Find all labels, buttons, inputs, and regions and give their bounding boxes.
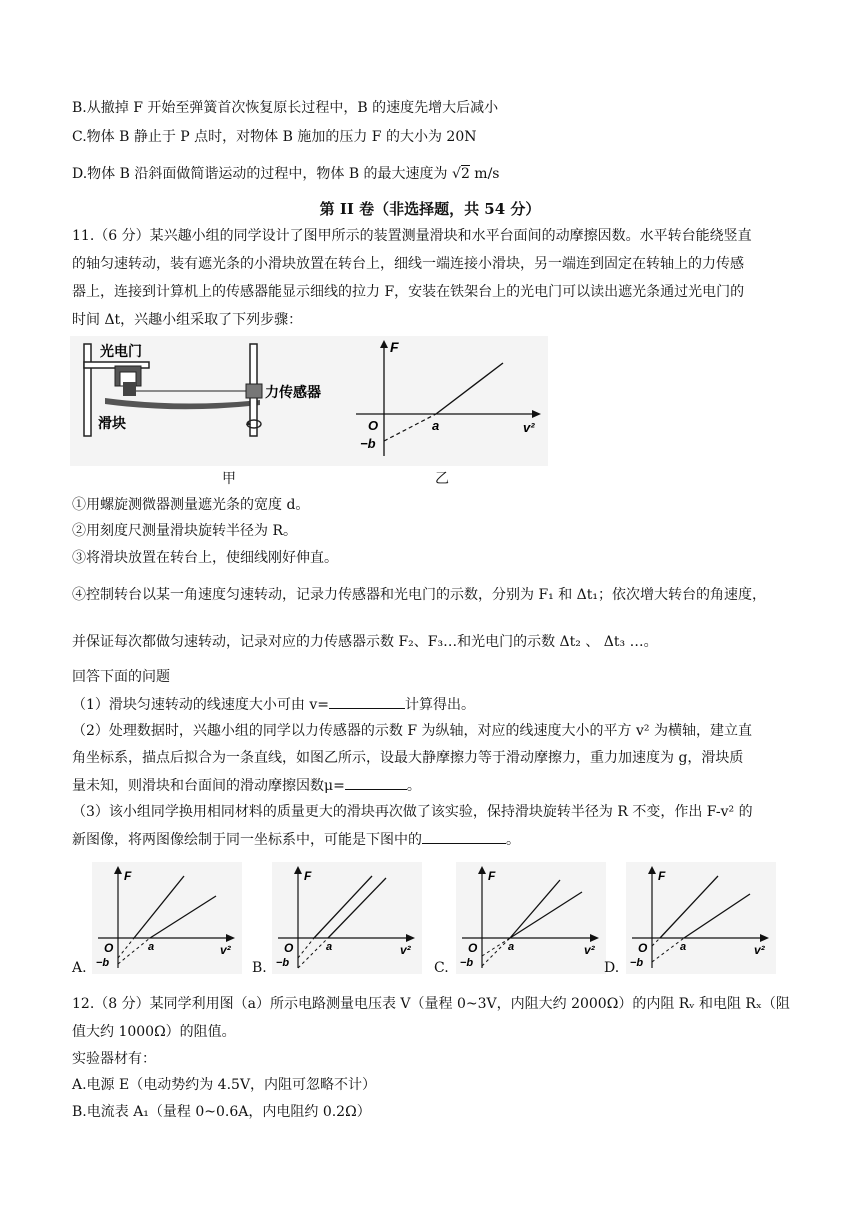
svg-text:O: O — [104, 941, 114, 955]
svg-text:−b: −b — [630, 957, 644, 969]
choice-label-c[interactable]: C. — [434, 960, 449, 976]
svg-text:a: a — [326, 941, 333, 953]
figure-graph — [348, 336, 548, 466]
step-4-cont: 并保证每次都做匀速转动，记录对应的力传感器示数 F₂、F₃…和光电门的示数 Δt₂ 、 Δt₃ …。 — [72, 634, 658, 650]
sub-question-3b — [72, 829, 520, 850]
choice-label-b[interactable]: B. — [252, 960, 267, 976]
sqrt-symbol: √2 — [452, 166, 470, 182]
sub-question-2c — [72, 775, 421, 796]
svg-text:F: F — [304, 869, 312, 883]
step-1: ①用螺旋测微器测量遮光条的宽度 d。 — [72, 497, 310, 513]
svg-text:v²: v² — [754, 943, 765, 957]
sub-question-2b: 角坐标系，描点后拟合为一条直线，如图乙所示，设最大静摩擦力等于滑动摩擦力，重力加速度为 g，滑块质 — [72, 750, 744, 766]
caption-apparatus: 甲 — [222, 471, 236, 487]
sub-question-3a: （3）该小组同学换用相同材料的质量更大的滑块再次做了该实验，保持滑块旋转半径为 R 不变，作出 F-v² 的 — [72, 804, 753, 820]
choice-graph-d — [626, 862, 776, 974]
stand-pole — [84, 344, 91, 436]
option-c: C.物体 B 静止于 P 点时，对物体 B 施加的压力 F 的大小为 20N — [72, 129, 477, 145]
svg-text:v²: v² — [584, 943, 595, 957]
answer-intro: 回答下面的问题 — [72, 669, 170, 685]
graph-label-a: a — [432, 418, 440, 433]
option-d-text: D.物体 B 沿斜面做简谐运动的过程中，物体 B 的最大速度为 — [72, 166, 448, 182]
q12-materials-title: 实验器材有： — [72, 1051, 156, 1067]
choice-graph-b — [272, 862, 422, 974]
answer-blank-3[interactable] — [422, 829, 506, 844]
sub2-post: 。 — [406, 778, 421, 794]
svg-text:O: O — [638, 941, 648, 955]
answer-blank-1[interactable] — [329, 694, 405, 709]
sub3-post: 。 — [506, 832, 520, 848]
svg-text:v²: v² — [220, 943, 231, 957]
step-3: ③将滑块放置在转台上，使细线刚好伸直。 — [72, 550, 338, 566]
q11-stem-4: 时间 Δt，兴趣小组采取了下列步骤： — [72, 312, 303, 328]
label-photogate: 光电门 — [100, 343, 142, 359]
q12-item-b: B.电流表 A₁（量程 0~0.6A，内电阻约 0.2Ω） — [72, 1104, 371, 1120]
label-force-sensor: 力传感器 — [265, 384, 321, 400]
sqrt-value: 2 — [460, 166, 470, 182]
figure-apparatus — [70, 336, 350, 466]
figure-graph-bg — [348, 336, 548, 466]
svg-text:−b: −b — [96, 957, 110, 969]
option-d-unit: m/s — [469, 166, 500, 182]
section-title: 第 II 卷（非选择题，共 54 分） — [319, 200, 541, 218]
option-b: B.从撤掉 F 开始至弹簧首次恢复原长过程中，B 的速度先增大后减小 — [72, 100, 499, 116]
q11-stem-3: 器上，连接到计算机上的传感器能显示细线的拉力 F，安装在铁架台上的光电门可以读出遮光条通过光电门的 — [72, 284, 745, 300]
sub1-text: （1）滑块匀速转动的线速度大小可由 v= — [72, 697, 329, 713]
svg-text:F: F — [488, 869, 496, 883]
choice-graph-a — [92, 862, 242, 974]
slider-block — [123, 382, 136, 396]
svg-text:−b: −b — [276, 957, 290, 969]
sub3-text: 新图像，将两图像绘制于同一坐标系中，可能是下图中的 — [72, 832, 422, 848]
svg-text:a: a — [148, 941, 155, 953]
graph-label-v2: v² — [523, 420, 535, 435]
svg-text:a: a — [680, 941, 687, 953]
q11-stem-1: 11.（6 分）某兴趣小组的同学设计了图甲所示的装置测量滑块和水平台面间的动摩擦因数。水平转台能绕竖直 — [72, 228, 752, 244]
step-2: ②用刻度尺测量滑块旋转半径为 R。 — [72, 523, 297, 539]
sub1-post: 计算得出。 — [405, 697, 475, 713]
graph-label-b: −b — [360, 436, 376, 451]
step-4: ④控制转台以某一角速度匀速转动，记录力传感器和光电门的示数，分别为 F₁ 和 Δt₁；依次增大转台的角速度， — [72, 587, 767, 603]
choice-label-d[interactable]: D. — [604, 960, 620, 976]
answer-blank-2[interactable] — [345, 775, 407, 790]
svg-text:v²: v² — [400, 943, 411, 957]
sub-question-2a: （2）处理数据时，兴趣小组的同学以力传感器的示数 F 为纵轴，对应的线速度大小的平方 v² 为横轴，建立直 — [72, 723, 752, 739]
q12-stem-1: 12.（8 分）某同学利用图（a）所示电路测量电压表 V（量程 0~3V，内阻大约 2000Ω）的内阻 Rᵥ 和电阻 Rₓ（阻 — [72, 996, 790, 1012]
label-slider: 滑块 — [98, 415, 126, 431]
choice-label-a[interactable]: A. — [72, 960, 87, 976]
force-sensor-body — [246, 384, 262, 398]
caption-graph: 乙 — [435, 471, 449, 487]
svg-text:a: a — [508, 941, 515, 953]
svg-text:O: O — [284, 941, 294, 955]
svg-text:−b: −b — [460, 957, 474, 969]
option-d — [72, 164, 500, 184]
graph-label-origin: O — [368, 418, 379, 433]
svg-text:O: O — [468, 941, 478, 955]
choice-graph-c — [456, 862, 606, 974]
q12-item-a: A.电源 E（电动势约为 4.5V，内阻可忽略不计） — [72, 1077, 377, 1093]
sub-question-1 — [72, 694, 475, 715]
q11-stem-2: 的轴匀速转动，装有遮光条的小滑块放置在转台上，细线一端连接小滑块，另一端连到固定在转轴上的力传感 — [72, 256, 744, 272]
graph-label-F: F — [390, 339, 399, 355]
svg-text:F: F — [124, 869, 132, 883]
sub2-text: 量未知，则滑块和台面间的滑动摩擦因数μ= — [72, 778, 345, 794]
svg-text:F: F — [658, 869, 666, 883]
q12-stem-2: 值大约 1000Ω）的阻值。 — [72, 1024, 236, 1040]
